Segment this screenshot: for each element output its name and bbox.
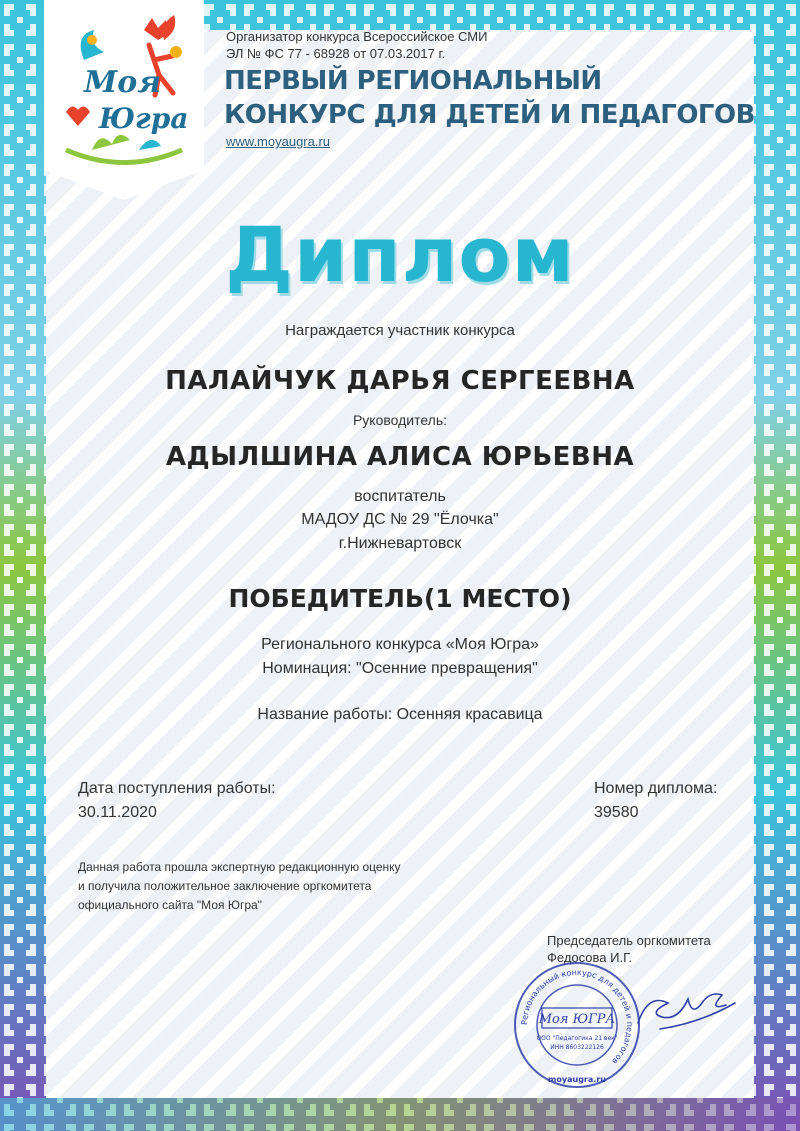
- website-link[interactable]: www.moyaugra.ru: [226, 134, 331, 149]
- supervisor-label: Руководитель:: [352, 412, 448, 428]
- diploma-number-block: [594, 778, 717, 824]
- chair-label: Председатель оргкомитета: [547, 933, 711, 948]
- stamp-inn: ИНН 8603222126: [550, 1044, 604, 1051]
- note-line-1: Данная работа прошла экспертную редакционную оценку: [78, 860, 401, 874]
- result-place: ПОБЕДИТЕЛЬ(1 МЕСТО): [228, 584, 572, 613]
- supervisor-position: воспитатель: [354, 488, 446, 505]
- moya-yugra-logo: [44, 0, 204, 200]
- contest-heading-line-2: КОНКУРС ДЛЯ ДЕТЕЙ И ПЕДАГОГОВ: [224, 100, 755, 130]
- note-line-3: официального сайта "Моя Югра": [78, 898, 262, 912]
- chair-signature: [630, 985, 740, 1035]
- chair-name: Федосова И.Г.: [547, 950, 633, 965]
- awarded-text: Награждается участник конкурса: [285, 322, 515, 339]
- city: г.Нижневартовск: [338, 535, 462, 552]
- diploma-title: Диплом: [225, 210, 575, 299]
- stamp-ring-text: Региональный конкурс для детей и педагогов: [519, 967, 635, 1066]
- contest-heading: [224, 64, 755, 132]
- contest-heading-line-1: ПЕРВЫЙ РЕГИОНАЛЬНЫЙ: [224, 66, 602, 96]
- supervisor-name: АДЫЛШИНА АЛИСА ЮРЬЕВНА: [165, 442, 635, 472]
- official-stamp: [512, 960, 642, 1090]
- diploma-number-label: Номер диплома:: [594, 780, 718, 797]
- submission-date-block: [78, 778, 276, 824]
- nomination: Номинация: "Осенние превращения": [262, 660, 538, 677]
- logo-text-moya: Моя: [84, 65, 162, 100]
- stamp-site: moyaugra.ru: [548, 1075, 606, 1084]
- submission-date-value: 30.11.2020: [78, 804, 157, 821]
- participant-name: ПАЛАЙЧУК ДАРЬЯ СЕРГЕЕВНА: [165, 366, 635, 396]
- logo-text-yugra: Югра: [99, 102, 189, 135]
- contest-name: Регионального конкурса «Моя Югра»: [261, 636, 539, 653]
- institution: МАДОУ ДС № 29 "Ёлочка": [301, 511, 499, 528]
- organizer-line-1: Организатор конкурса Всероссийское СМИ: [226, 29, 488, 44]
- expert-review-note: [78, 858, 401, 915]
- stamp-center-text: Моя ЮГРА: [538, 1012, 616, 1027]
- diploma-number-value: 39580: [594, 804, 639, 821]
- submission-date-label: Дата поступления работы:: [78, 780, 276, 797]
- organizer-line-2: ЭЛ № ФС 77 - 68928 от 07.03.2017 г.: [226, 46, 446, 61]
- organizer-info: [226, 28, 487, 62]
- work-title: Название работы: Осенняя красавица: [257, 706, 543, 723]
- note-line-2: и получила положительное заключение оргкомитета: [78, 879, 372, 893]
- stamp-company: ООО "Педагогика 21 век": [536, 1035, 618, 1042]
